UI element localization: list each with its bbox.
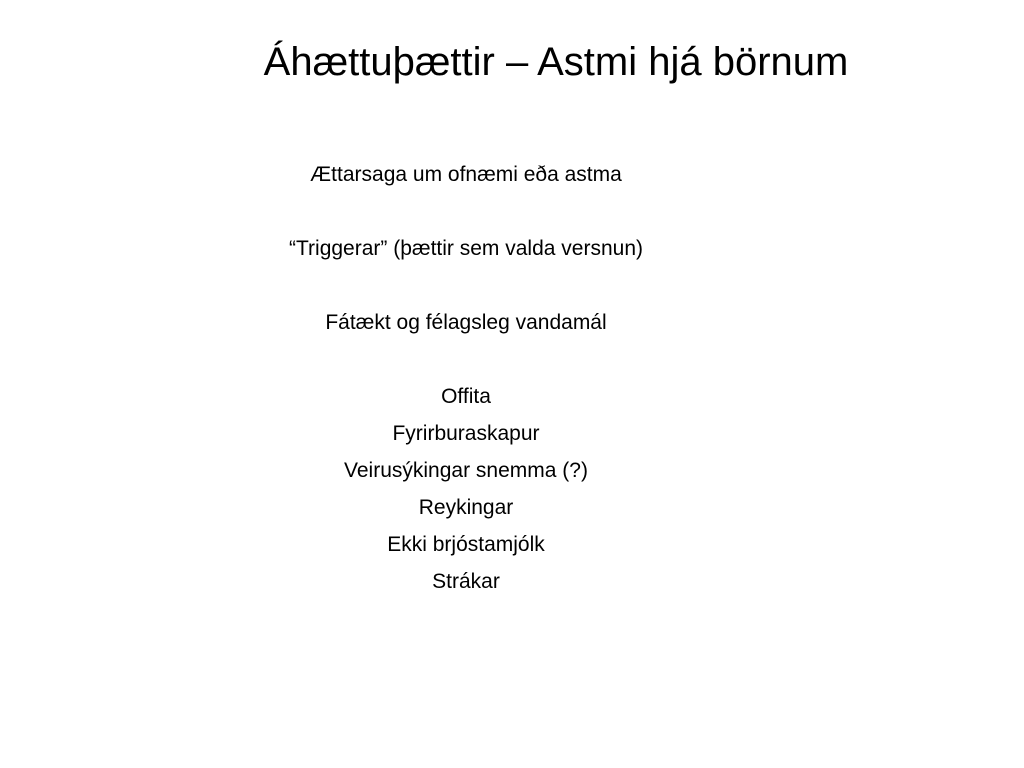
risk-factor-viral-infections: Veirusýkingar snemma (?) (344, 459, 588, 482)
risk-factor-poverty: Fátækt og félagsleg vandamál (325, 311, 607, 334)
risk-factor-prematurity: Fyrirburaskapur (392, 422, 540, 445)
risk-factor-family-history: Ættarsaga um ofnæmi eða astma (310, 163, 622, 186)
risk-factor-smoking: Reykingar (418, 496, 514, 519)
risk-factor-boys: Strákar (432, 570, 500, 593)
slide-title: Áhættuþættir – Astmi hjá börnum (263, 40, 849, 84)
risk-factor-obesity: Offita (441, 385, 491, 408)
risk-factor-triggers: “Triggerar” (þættir sem valda versnun) (289, 237, 643, 260)
risk-factor-no-breastmilk: Ekki brjóstamjólk (387, 533, 545, 556)
